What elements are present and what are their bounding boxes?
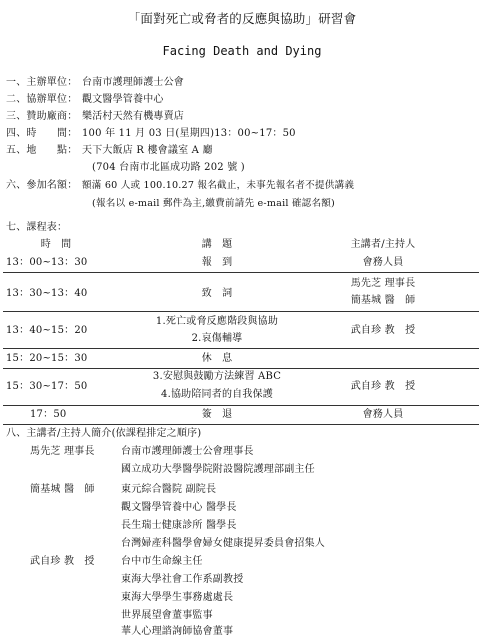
bio-name: 簡基城 醫 師: [30, 484, 95, 495]
schedule-time: 13：00~13：30: [6, 257, 88, 268]
schedule-header-speaker: 主講者/主持人: [350, 239, 416, 250]
schedule-divider: [3, 272, 479, 273]
schedule-divider: [3, 348, 479, 349]
schedule-speaker: 馬先芝 理事長: [350, 278, 416, 289]
schedule-header-time: 時 間: [40, 239, 72, 250]
item-value-sponsor: 樂活村天然有機專賣店: [82, 111, 184, 122]
bio-line: 觀文醫學管養中心 醫學長: [121, 502, 237, 513]
schedule-time: 17：50: [30, 409, 67, 420]
bio-name: 武自珍 教 授: [30, 556, 95, 567]
bio-name: 馬先芝 理事長: [30, 446, 95, 457]
bio-line: 世界展望會董事監事: [121, 610, 213, 621]
schedule-topic: 1.死亡或脅反應階段與協助: [155, 316, 279, 327]
bio-line: 台南市護理師護士公會理事長: [121, 446, 254, 457]
bio-line: 台中市生命線主任: [121, 556, 203, 567]
item-value-quota: 額滿 60 人或 100.10.27 報名截止，未事先報名者不提供講義: [82, 180, 355, 191]
schedule-time: 13：40~15：20: [6, 325, 88, 336]
item-label-sponsor: 三、贊助廠商：: [6, 111, 78, 122]
bio-line: 東元綜合醫院 副院長: [121, 484, 217, 495]
bio-line: 東海大學社會工作系副教授: [121, 574, 244, 585]
item-value-coorganizer: 觀文醫學管養中心: [82, 94, 164, 105]
schedule-speaker: 簡基城 醫 師: [350, 295, 416, 306]
schedule-heading: 七、課程表：: [6, 222, 68, 233]
item-label-coorganizer: 二、協辦單位：: [6, 94, 78, 105]
item-label-time: 四、時 間：: [6, 128, 78, 139]
item-value-time: 100 年 11 月 03 日(星期四)13：00~17：50: [82, 128, 296, 139]
schedule-topic: 2.哀傷輔導: [191, 333, 243, 344]
schedule-topic: 致 詞: [201, 288, 233, 299]
item-value-venue: 天下大飯店 R 樓會議室 A 廳: [82, 145, 213, 156]
schedule-speaker: 武自珍 教 授: [350, 325, 416, 336]
item-label-organizer: 一、主辦單位：: [6, 77, 78, 88]
bio-line: 台灣婦產科醫學會婦女健康提昇委員會招集人: [121, 538, 325, 549]
schedule-header-topic: 講 題: [201, 239, 233, 250]
item-label-quota: 六、參加名額：: [6, 180, 78, 191]
document-title-zh: 「面對死亡或脅者的反應與協助」研習會: [127, 11, 357, 26]
item-value-organizer: 台南市護理師護士公會: [82, 77, 184, 88]
bio-line: 東海大學學生事務處處長: [121, 592, 234, 603]
schedule-divider: [3, 405, 479, 406]
schedule-topic: 3.安慰與鼓勵方法練習 ABC: [152, 371, 282, 382]
item-value-quota-note: (報名以 e-mail 郵件為主,繳費前請先 e-mail 確認名額): [92, 198, 335, 209]
document-title-en: Facing Death and Dying: [162, 44, 322, 58]
schedule-topic: 4.協助陪同者的自我保護: [161, 389, 273, 400]
schedule-speaker: 武自珍 教 授: [350, 381, 416, 392]
bio-line: 國立成功大學醫學院附設醫院護理部副主任: [121, 464, 315, 475]
schedule-divider: [3, 368, 479, 369]
schedule-speaker: 會務人員: [362, 257, 404, 268]
item-label-venue: 五、地 點：: [6, 145, 78, 156]
schedule-topic: 簽 退: [201, 409, 233, 420]
bios-heading: 八、主講者/主持人簡介(依課程排定之順序): [6, 428, 202, 439]
schedule-time: 15：30~17：50: [6, 381, 88, 392]
item-value-venue-address: (704 台南市北區成功路 202 號 ): [92, 162, 245, 173]
schedule-divider: [3, 424, 479, 425]
schedule-speaker: 會務人員: [362, 409, 404, 420]
bio-line: 長生瑞士健康診所 醫學長: [121, 520, 237, 531]
schedule-topic: 報 到: [201, 257, 233, 268]
schedule-time: 13：30~13：40: [6, 288, 88, 299]
schedule-time: 15：20~15：30: [6, 353, 88, 364]
schedule-topic: 休 息: [201, 353, 233, 364]
bio-line: 華人心理諮詢師協會董事: [121, 626, 234, 637]
schedule-divider: [3, 311, 479, 312]
